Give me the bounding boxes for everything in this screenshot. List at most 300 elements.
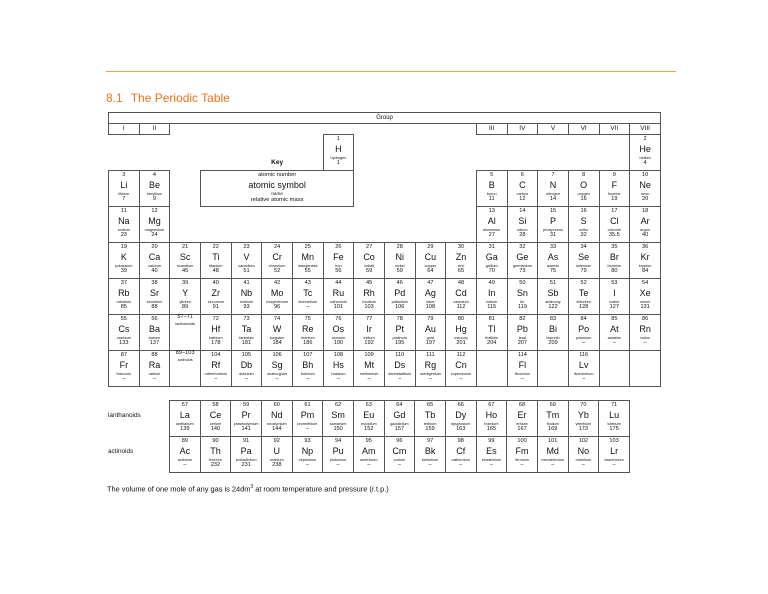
element-symbol: H — [335, 144, 342, 154]
relative-atomic-mass: 108 — [425, 304, 436, 310]
element-cell-Pb — [507, 315, 538, 351]
element-cell-Es — [476, 437, 507, 473]
element-cell-Pr — [231, 401, 262, 437]
atomic-number: 23 — [243, 244, 250, 250]
element-symbol: Kr — [640, 252, 650, 262]
atomic-number: 17 — [611, 208, 618, 214]
element-name: argon — [640, 228, 650, 232]
element-symbol: Tl — [487, 324, 496, 334]
group-number: V — [538, 124, 569, 135]
atomic-number: 112 — [456, 352, 466, 358]
element-symbol: Sc — [179, 252, 191, 262]
element-symbol: Mt — [364, 360, 375, 370]
relative-atomic-mass: 56 — [335, 268, 342, 274]
relative-atomic-mass: 238 — [272, 462, 282, 468]
atomic-number: 82 — [519, 316, 526, 322]
element-cell-In — [476, 279, 507, 315]
atomic-number: 55 — [120, 316, 127, 322]
element-name: polonium — [575, 336, 592, 340]
element-symbol: W — [272, 324, 282, 334]
element-cell-As — [538, 243, 569, 279]
element-cell-Sn — [507, 279, 538, 315]
element-symbol: Na — [118, 216, 130, 226]
atomic-number: 7 — [551, 172, 555, 178]
element-symbol: Fm — [515, 446, 529, 456]
element-symbol: Cs — [118, 324, 130, 334]
element-name: erbium — [516, 422, 528, 426]
group-number: I — [109, 124, 140, 135]
atomic-number: 26 — [335, 244, 342, 250]
element-name: hafnium — [209, 336, 223, 340]
atomic-number: 4 — [152, 172, 157, 178]
relative-atomic-mass: – — [244, 376, 249, 382]
element-name: bohrium — [300, 372, 315, 376]
element-symbol: Ta — [241, 324, 252, 334]
relative-atomic-mass: 139 — [180, 426, 190, 432]
atomic-number: 41 — [243, 280, 250, 286]
element-name: flerovium — [514, 372, 531, 376]
atomic-number: 87 — [120, 352, 127, 358]
element-symbol: Lr — [610, 446, 619, 456]
lanthanoids-label: lanthanoids — [108, 412, 141, 419]
element-cell-Co — [354, 243, 385, 279]
relative-atomic-mass: – — [459, 462, 463, 468]
element-symbol: Mo — [270, 288, 284, 298]
header-rule — [106, 71, 676, 72]
element-cell-Br — [599, 243, 630, 279]
element-symbol: Mn — [301, 252, 315, 262]
element-name: praseodymium — [233, 422, 259, 426]
element-cell-I — [599, 279, 630, 315]
relative-atomic-mass: 19 — [611, 196, 618, 202]
relative-atomic-mass: 40 — [151, 268, 158, 274]
relative-atomic-mass: 28 — [519, 232, 526, 238]
element-name: molybdenum — [266, 300, 288, 304]
element-symbol: Br — [609, 252, 619, 262]
element-symbol: Bk — [424, 446, 436, 456]
element-cell-Rg — [415, 351, 446, 387]
atomic-number: 84 — [580, 316, 587, 322]
relative-atomic-mass: 52 — [273, 268, 281, 274]
element-symbol: Se — [578, 252, 590, 262]
atomic-number: 62 — [334, 402, 342, 408]
relative-atomic-mass: – — [367, 376, 371, 382]
atomic-number: 46 — [396, 280, 403, 286]
element-cell-Bk — [415, 437, 446, 473]
relative-atomic-mass: 137 — [149, 340, 160, 346]
element-cell-Cd — [446, 279, 477, 315]
relative-atomic-mass: – — [306, 304, 310, 310]
element-cell-Ni — [384, 243, 415, 279]
element-symbol: Po — [578, 324, 590, 334]
f-block-table — [169, 400, 630, 473]
atomic-number: 45 — [365, 280, 373, 286]
footnote-superscript: 3 — [250, 484, 254, 490]
element-symbol: Si — [518, 216, 527, 226]
relative-atomic-mass: 32 — [580, 232, 587, 238]
atomic-number: 20 — [151, 244, 158, 250]
element-symbol: Pb — [516, 324, 528, 334]
element-cell-Ds — [384, 351, 415, 387]
key-name: name — [271, 190, 283, 196]
element-cell-V — [231, 243, 262, 279]
element-cell-Yb — [568, 401, 599, 437]
atomic-number: 24 — [273, 244, 281, 250]
relative-atomic-mass: 195 — [395, 340, 405, 346]
element-name: lutetium — [607, 422, 621, 426]
element-name: krypton — [638, 264, 652, 268]
relative-atomic-mass: – — [643, 340, 647, 346]
element-symbol: Mg — [148, 216, 161, 226]
element-symbol: B — [488, 180, 495, 190]
atomic-number: 94 — [334, 438, 342, 444]
relative-atomic-mass: 39 — [120, 268, 127, 274]
atomic-number: 31 — [488, 244, 495, 250]
relative-atomic-mass: 201 — [456, 340, 466, 346]
relative-atomic-mass: 73 — [519, 268, 526, 274]
element-cell-Ir — [354, 315, 385, 351]
element-symbol: Zr — [211, 288, 221, 298]
relative-atomic-mass: 79 — [580, 268, 587, 274]
atomic-number: 22 — [212, 244, 219, 250]
element-name: iridium — [363, 336, 375, 340]
atomic-number: 14 — [519, 208, 526, 214]
element-name: cadmium — [453, 300, 469, 304]
atomic-number: 102 — [578, 438, 589, 444]
relative-atomic-mass: 157 — [394, 426, 405, 432]
element-cell-Fm — [507, 437, 538, 473]
element-name: scandium — [177, 264, 194, 268]
element-name: gallium — [485, 264, 498, 268]
element-symbol: Ra — [148, 360, 161, 370]
element-cell-Xe — [630, 279, 661, 315]
atomic-number: 50 — [519, 280, 526, 286]
relative-atomic-mass: 45 — [182, 268, 189, 274]
atomic-number: 38 — [151, 280, 158, 286]
relative-atomic-mass: 23 — [120, 232, 127, 238]
element-cell-Ca — [139, 243, 170, 279]
element-name: meitnerium — [359, 372, 379, 376]
relative-atomic-mass: 48 — [212, 268, 219, 274]
element-name: uranium — [269, 458, 284, 462]
atomic-number: 56 — [151, 316, 158, 322]
element-symbol: Np — [301, 446, 314, 456]
element-name: californium — [451, 458, 470, 462]
atomic-number: 11 — [120, 208, 127, 214]
element-cell-Sm — [323, 401, 354, 437]
empty-cell — [599, 351, 630, 387]
atomic-number: 51 — [549, 280, 557, 286]
atomic-number: 88 — [151, 352, 158, 358]
relative-atomic-mass: 165 — [486, 426, 497, 432]
element-symbol: Pd — [394, 288, 406, 298]
relative-atomic-mass: – — [520, 376, 524, 382]
element-cell-Mg — [139, 207, 170, 243]
element-name: livermorium — [573, 372, 594, 376]
element-name: protactinium — [235, 458, 257, 462]
element-cell-Ag — [415, 279, 446, 315]
element-name: xenon — [639, 300, 651, 304]
empty-cell — [538, 351, 569, 387]
relative-atomic-mass: 35.5 — [608, 232, 620, 238]
atomic-number: 79 — [427, 316, 434, 322]
relative-atomic-mass: 197 — [425, 340, 436, 346]
element-cell-Rb — [109, 279, 140, 315]
element-name: radon — [640, 336, 650, 340]
atomic-number: 53 — [611, 280, 618, 286]
element-symbol: Lu — [609, 410, 620, 420]
element-cell-Cu — [415, 243, 446, 279]
element-cell-Ce — [200, 401, 231, 437]
atomic-number: 116 — [579, 352, 589, 358]
atomic-number: 64 — [396, 402, 403, 408]
element-symbol: Al — [487, 216, 496, 226]
relative-atomic-mass: 127 — [609, 304, 619, 310]
element-cell-Zr — [200, 279, 231, 315]
element-name: copper — [424, 264, 437, 268]
relative-atomic-mass: 40 — [641, 232, 649, 238]
relative-atomic-mass: – — [183, 462, 187, 468]
relative-atomic-mass: 122 — [548, 304, 558, 310]
element-name: cerium — [209, 422, 222, 426]
element-symbol: V — [243, 252, 250, 262]
element-cell-Nd — [261, 401, 292, 437]
element-symbol: Ga — [485, 252, 498, 262]
element-symbol: Cr — [272, 252, 282, 262]
element-name: europium — [360, 422, 377, 426]
element-cell-Th — [200, 437, 231, 473]
element-name: copernicium — [450, 372, 472, 376]
element-name: cobalt — [364, 264, 375, 268]
element-cell-Np — [292, 437, 323, 473]
element-name: oxygen — [577, 192, 590, 196]
element-name: darmstadtium — [388, 372, 412, 376]
element-symbol: Bi — [549, 324, 558, 334]
element-name: helium — [639, 156, 651, 160]
element-symbol: Co — [363, 252, 375, 262]
range-label: actinoids — [177, 357, 193, 362]
element-symbol: F — [611, 180, 618, 190]
atomic-number: 92 — [273, 438, 280, 444]
element-symbol: At — [610, 324, 619, 334]
element-name: lawrencium — [604, 458, 624, 462]
relative-atomic-mass: 150 — [333, 426, 343, 432]
key-atomic-symbol: atomic symbol — [248, 179, 306, 190]
element-name: sodium — [117, 228, 130, 232]
element-symbol: Xe — [639, 288, 651, 298]
element-cell-Ar — [630, 207, 661, 243]
element-name: platinum — [392, 336, 407, 340]
relative-atomic-mass: 64 — [427, 268, 434, 274]
element-symbol: U — [273, 446, 281, 456]
atomic-number: 111 — [426, 352, 435, 358]
element-cell-No — [568, 437, 599, 473]
relative-atomic-mass: 163 — [456, 426, 466, 432]
element-symbol: C — [519, 180, 526, 190]
section-title-text: The Periodic Table — [130, 91, 230, 105]
element-name: silver — [425, 300, 435, 304]
element-cell-Rn — [630, 315, 661, 351]
element-cell-Ne — [630, 171, 661, 207]
element-cell-Be — [139, 171, 170, 207]
element-symbol: Nd — [271, 410, 283, 420]
element-name: holmium — [484, 422, 499, 426]
element-name: calcium — [148, 264, 161, 268]
atomic-number: 95 — [365, 438, 372, 444]
element-cell-Cs — [109, 315, 140, 351]
element-name: yttrium — [179, 300, 191, 304]
relative-atomic-mass: – — [397, 462, 401, 468]
element-symbol: In — [487, 288, 496, 298]
element-symbol: Es — [486, 446, 497, 456]
element-symbol: Rg — [424, 360, 437, 370]
atomic-number: 12 — [151, 208, 158, 214]
element-cell-Hg — [446, 315, 477, 351]
atomic-number: 103 — [609, 438, 619, 444]
relative-atomic-mass: 190 — [333, 340, 344, 346]
element-symbol: Be — [148, 180, 160, 190]
element-symbol: Ru — [332, 288, 345, 298]
element-symbol: Cl — [610, 216, 619, 226]
relative-atomic-mass: – — [336, 376, 340, 382]
element-cell-Os — [323, 315, 354, 351]
atomic-number: 74 — [273, 316, 281, 322]
element-symbol: As — [547, 252, 559, 262]
element-cell-Bi — [538, 315, 569, 351]
element-name: iron — [335, 264, 342, 268]
element-cell-Dy — [445, 401, 476, 437]
element-name: tellurium — [576, 300, 591, 304]
empty-cell — [630, 351, 661, 387]
element-cell-C — [507, 171, 538, 207]
element-cell-Sb — [538, 279, 569, 315]
relative-atomic-mass: 7 — [122, 196, 126, 202]
element-name: samarium — [329, 422, 347, 426]
element-cell-Tc — [292, 279, 323, 315]
element-cell-Mo — [262, 279, 293, 315]
relative-atomic-mass: 1 — [336, 160, 340, 166]
element-name: fermium — [515, 458, 529, 462]
atomic-number: 107 — [303, 352, 313, 358]
element-name: thallium — [485, 336, 499, 340]
relative-atomic-mass: 103 — [364, 304, 374, 310]
element-name: curium — [393, 458, 406, 462]
relative-atomic-mass: 181 — [241, 340, 252, 346]
element-cell-U — [261, 437, 292, 473]
element-cell-Sg — [262, 351, 293, 387]
element-name: plutonium — [329, 458, 347, 462]
element-name: nickel — [394, 264, 405, 268]
atomic-number: 47 — [427, 280, 434, 286]
element-name: vanadium — [238, 264, 255, 268]
element-cell-Eu — [353, 401, 384, 437]
element-symbol: Hs — [332, 360, 344, 370]
relative-atomic-mass: 70 — [488, 268, 495, 274]
element-cell-Rf — [200, 351, 231, 387]
element-cell-Bh — [292, 351, 323, 387]
element-cell-Tm — [537, 401, 568, 437]
element-cell-Mt — [354, 351, 385, 387]
element-cell-Kr — [630, 243, 661, 279]
element-cell-Pt — [384, 315, 415, 351]
atomic-number: 13 — [488, 208, 495, 214]
footnote-text-end: at room temperature and pressure (r.t.p.) — [253, 484, 389, 494]
atomic-number: 77 — [365, 316, 373, 322]
atomic-number: 104 — [211, 352, 221, 358]
element-name: seaborgium — [267, 372, 288, 376]
element-name: zinc — [457, 264, 465, 268]
element-name: astatine — [607, 336, 621, 340]
relative-atomic-mass: – — [306, 376, 310, 382]
atomic-number: 99 — [488, 438, 495, 444]
element-symbol: No — [577, 446, 590, 456]
group-header: Group — [109, 113, 661, 124]
element-name: sulfur — [579, 228, 589, 232]
element-cell-Cf — [445, 437, 476, 473]
element-cell-Hs — [323, 351, 354, 387]
atomic-number: 106 — [272, 352, 282, 358]
atomic-number: 5 — [490, 172, 494, 178]
element-name: promethium — [297, 422, 318, 426]
atomic-number: 58 — [212, 402, 219, 408]
relative-atomic-mass: 24 — [151, 232, 158, 238]
element-symbol: He — [639, 144, 651, 154]
atomic-number: 8 — [582, 172, 586, 178]
element-symbol: Te — [578, 288, 589, 298]
relative-atomic-mass: – — [305, 462, 310, 468]
atomic-number: 65 — [426, 402, 434, 408]
relative-atomic-mass: 11 — [488, 196, 495, 202]
element-symbol: Pt — [395, 324, 404, 334]
element-cell-Pa — [231, 437, 262, 473]
element-symbol: Ce — [209, 410, 222, 420]
atomic-number: 37 — [120, 280, 127, 286]
range-label: lanthanoids — [175, 321, 195, 326]
element-name: hydrogen — [330, 156, 347, 160]
element-cell-Na — [109, 207, 140, 243]
element-symbol: Sn — [516, 288, 528, 298]
atomic-number: 25 — [304, 244, 311, 250]
atomic-number: 71 — [610, 402, 618, 408]
element-name: hassium — [331, 372, 346, 376]
element-name: radium — [148, 372, 161, 376]
element-cell-Rh — [354, 279, 385, 315]
element-cell-W — [262, 315, 293, 351]
element-symbol: Cn — [455, 360, 467, 370]
element-symbol: Pa — [240, 446, 252, 456]
element-cell-Pm — [292, 401, 323, 437]
atomic-number: 86 — [641, 316, 649, 322]
element-symbol: Fe — [333, 252, 344, 262]
relative-atomic-mass: 175 — [609, 426, 619, 432]
relative-atomic-mass: 204 — [487, 340, 497, 346]
relative-atomic-mass: 133 — [119, 340, 129, 346]
element-symbol: Ti — [212, 252, 220, 262]
relative-atomic-mass: 167 — [517, 426, 527, 432]
element-symbol: Pu — [332, 446, 344, 456]
element-symbol: Ca — [148, 252, 161, 262]
relative-atomic-mass: 27 — [488, 232, 495, 238]
element-cell-At — [599, 315, 630, 351]
element-cell-Ra — [139, 351, 170, 387]
element-name: iodine — [609, 300, 620, 304]
element-symbol: Sb — [547, 288, 559, 298]
relative-atomic-mass: 65 — [457, 268, 465, 274]
relative-atomic-mass: 96 — [273, 304, 281, 310]
element-name: osmium — [331, 336, 346, 340]
atomic-number: 10 — [641, 172, 649, 178]
element-name: chromium — [268, 264, 286, 268]
